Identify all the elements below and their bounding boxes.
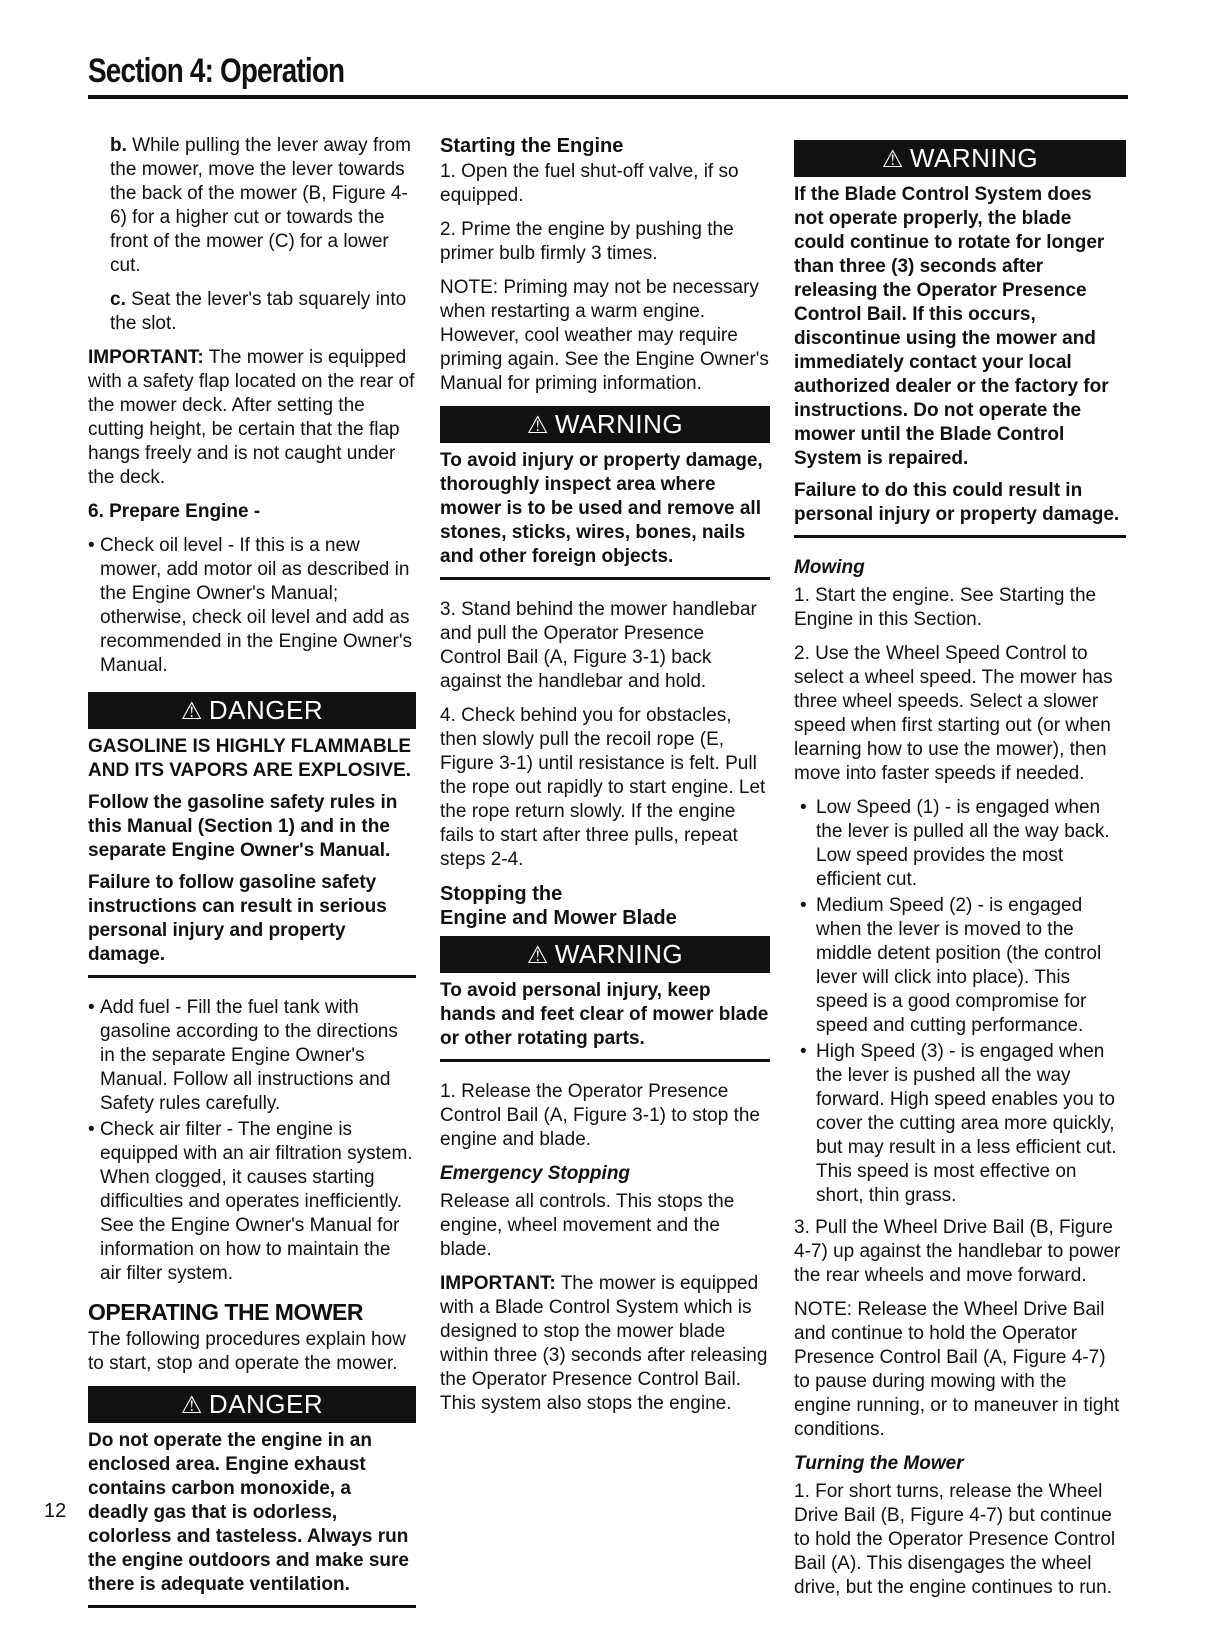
stopping-heading — [440, 882, 770, 930]
important-note-2 — [440, 1272, 770, 1416]
column-1 — [88, 134, 416, 1626]
page-title: Section 4: Operation — [88, 52, 345, 90]
warning-triangle-icon: ⚠ — [180, 698, 203, 725]
page-number: 12 — [44, 1500, 67, 1522]
start-step-2: 2. Prime the engine by pushing the primer bulb firmly 3 times. — [440, 219, 734, 264]
important-label: IMPORTANT: — [88, 347, 204, 368]
important-text: The mower is equipped with a safety flap located on the rear of the mower deck. After setting the cutting height, be certain that the flap hangs freely and is not caught under the deck. — [88, 347, 415, 488]
bullet-high-speed: • High Speed (3) - is engaged when the lever is pushed all the way forward. High speed enables you to cover the cutting area more quickly, but may result in a less efficient cut. This speed is most effective on short, thin grass. — [794, 1040, 1126, 1208]
mow-step-3: 3. Pull the Wheel Drive Bail (B, Figure 4-7) up against the handlebar to power the rear wheels and move forward. — [794, 1217, 1121, 1286]
stopping-heading-line-1: Stopping the — [440, 883, 563, 905]
turn-step-1: 1. For short turns, release the Wheel Drive Bail (B, Figure 4-7) but continue to hold the Operator Presence Control Bail (A). This disengages the wheel drive, but the engine continues to run. — [794, 1481, 1116, 1598]
danger-banner-1-label: DANGER — [208, 695, 324, 725]
warning-1-text: To avoid injury or property damage, thoroughly inspect area where mower is to be used and remove all stones, sticks, wires, bones, nails and other foreign objects. — [440, 450, 763, 567]
warning-banner-1-label: WARNING — [554, 409, 684, 439]
start-step-3: 3. Stand behind the mower handlebar and pull the Operator Presence Control Bail (A, Figure 3-1) back against the handlebar and hold. — [440, 599, 757, 692]
mow-step-2: 2. Use the Wheel Speed Control to select a wheel speed. The mower has three wheel speeds. Select a slower speed when first starting out (or when learning how to use the mower), then move into faster speeds if needed. — [794, 643, 1113, 784]
warning-banner-2 — [440, 936, 770, 973]
start-step-1: 1. Open the fuel shut-off valve, if so equipped. — [440, 161, 739, 206]
warning-banner-2-label: WARNING — [554, 939, 684, 969]
stopping-heading-line-2: Engine and Mower Blade — [440, 907, 677, 929]
column-3 — [794, 134, 1126, 1610]
step-c-label: c. — [110, 289, 126, 310]
mowing-heading: Mowing — [794, 557, 865, 578]
warning-triangle-icon: ⚠ — [881, 146, 904, 173]
operating-text: The following procedures explain how to start, stop and operate the mower. — [88, 1329, 406, 1374]
important-note — [88, 346, 416, 490]
bullet-low-speed: • Low Speed (1) - is engaged when the lever is pulled all the way back. Low speed provides the most efficient cut. — [794, 796, 1126, 892]
bullet-medium-speed: • Medium Speed (2) - is engaged when the lever is moved to the middle detent position (the control lever will click into place). This speed is a good compromise for speed and cutting performance. — [794, 894, 1126, 1038]
bullet-check-oil: • Check oil level - If this is a new mower, add motor oil as described in the Engine Owner's Manual; otherwise, check oil level and add as recommended in the Engine Owner's Manual. — [88, 534, 416, 678]
step-b-label: b. — [110, 135, 127, 156]
important-text-2: The mower is equipped with a Blade Control System which is designed to stop the mower blade within three (3) seconds after releasing the Operator Presence Control Bail. This system also stops the engine. — [440, 1273, 768, 1414]
warning-banner-3 — [794, 140, 1126, 177]
warning-3-text: If the Blade Control System does not operate properly, the blade could continue to rotate for longer than three (3) seconds after releasing the Operator Presence Control Bail. If this occurs, discontinue using the mower and immediately contact your local authorized dealer or the factory for instructions. Do not operate the mower until the Blade Control System is repaired. — [794, 184, 1109, 469]
danger-1-text-3: Failure to follow gasoline safety instructions can result in serious personal injury and property damage. — [88, 872, 387, 965]
mow-note: NOTE: Release the Wheel Drive Bail and continue to hold the Operator Presence Control Bail (A, Figure 4-7) to pause during mowing with the engine running, or to maneuver in tight conditions. — [794, 1299, 1120, 1440]
turning-heading: Turning the Mower — [794, 1453, 964, 1474]
emergency-text: Release all controls. This stops the engine, wheel movement and the blade. — [440, 1191, 735, 1260]
column-2 — [440, 134, 770, 1426]
step-c — [88, 288, 416, 336]
step-b — [88, 134, 416, 278]
important-label-2: IMPORTANT: — [440, 1273, 556, 1294]
divider — [794, 535, 1126, 538]
danger-1-text-1: GASOLINE IS HIGHLY FLAMMABLE AND ITS VAPORS ARE EXPLOSIVE. — [88, 736, 412, 781]
warning-banner-3-label: WARNING — [909, 143, 1039, 173]
starting-heading: Starting the Engine — [440, 135, 624, 157]
step-b-text: While pulling the lever away from the mower, move the lever towards the back of the mower (B, Figure 4-6) for a higher cut or towards the front of the mower (C) for a lower cut. — [110, 135, 411, 276]
warning-2-text: To avoid personal injury, keep hands and feet clear of mower blade or other rotating parts. — [440, 980, 769, 1049]
warning-triangle-icon: ⚠ — [526, 942, 549, 969]
divider — [440, 1059, 770, 1062]
mow-step-1: 1. Start the engine. See Starting the Engine in this Section. — [794, 585, 1097, 630]
stop-step-1: 1. Release the Operator Presence Control Bail (A, Figure 3-1) to stop the engine and blade. — [440, 1081, 760, 1150]
divider — [88, 1605, 416, 1608]
step-6-heading: 6. Prepare Engine - — [88, 501, 261, 522]
start-note: NOTE: Priming may not be necessary when restarting a warm engine. However, cool weather may require priming again. See the Engine Owner's Manual for priming information. — [440, 277, 769, 394]
danger-banner-2-label: DANGER — [208, 1389, 324, 1419]
divider — [88, 975, 416, 978]
warning-banner-1 — [440, 406, 770, 443]
danger-2-text: Do not operate the engine in an enclosed area. Engine exhaust contains carbon monoxide, a deadly gas that is odorless, colorless and tasteless. Always run the engine outdoors and make sure there is adequate ventilation. — [88, 1430, 409, 1595]
emergency-heading: Emergency Stopping — [440, 1163, 631, 1184]
operating-heading: OPERATING THE MOWER — [88, 1299, 364, 1325]
start-step-4: 4. Check behind you for obstacles, then slowly pull the recoil rope (E, Figure 3-1) until resistance is felt. Pull the rope out rapidly to start engine. Let the rope return slowly. If the engine fails to start after three pulls, repeat steps 2-4. — [440, 705, 766, 870]
danger-1-text-2: Follow the gasoline safety rules in this Manual (Section 1) and in the separate Engine Owner's Manual. — [88, 792, 398, 861]
danger-banner-1 — [88, 692, 416, 729]
page-header — [88, 52, 1128, 99]
warning-triangle-icon: ⚠ — [526, 412, 549, 439]
step-c-text: Seat the lever's tab squarely into the slot. — [110, 289, 407, 334]
warning-3-text-2: Failure to do this could result in personal injury or property damage. — [794, 480, 1120, 525]
danger-banner-2 — [88, 1386, 416, 1423]
bullet-add-fuel: • Add fuel - Fill the fuel tank with gasoline according to the directions in the separate Engine Owner's Manual. Follow all instructions and Safety rules carefully. — [88, 996, 416, 1116]
warning-triangle-icon: ⚠ — [180, 1392, 203, 1419]
bullet-air-filter: • Check air filter - The engine is equipped with an air filtration system. When clogged, it causes starting difficulties and operates inefficiently. See the Engine Owner's Manual for information on how to maintain the air filter system. — [88, 1118, 416, 1286]
divider — [440, 577, 770, 580]
